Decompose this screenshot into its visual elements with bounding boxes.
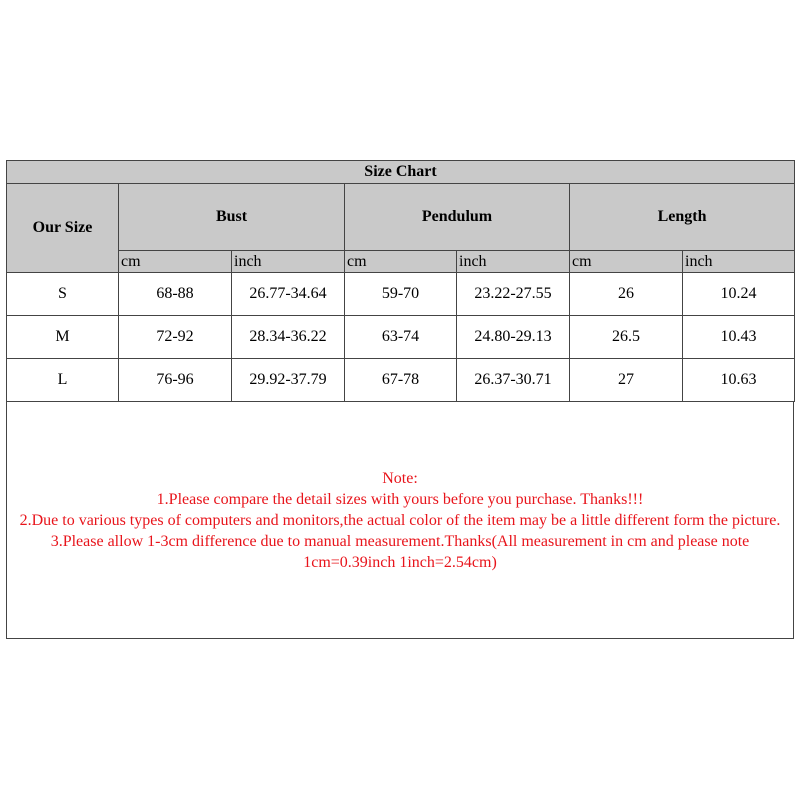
length-header: Length [570,184,795,251]
table-cell: 10.24 [683,273,795,316]
table-cell: 59-70 [345,273,457,316]
bust-header: Bust [119,184,345,251]
table-cell: 63-74 [345,316,457,359]
table-cell: 10.63 [683,359,795,402]
size-chart-table [6,160,795,402]
note-line: 2.Due to various types of computers and monitors,the actual color of the item may be a little different form the picture. [19,511,781,529]
table-cell: 26.37-30.71 [457,359,570,402]
unit-label: inch [232,251,345,273]
unit-label: inch [683,251,795,273]
unit-label: cm [570,251,683,273]
table-cell: 76-96 [119,359,232,402]
table-cell: 28.34-36.22 [232,316,345,359]
note-line: 1.Please compare the detail sizes with yours before you purchase. Thanks!!! [156,490,644,508]
size-chart [6,160,794,639]
table-cell: 27 [570,359,683,402]
table-cell: 26 [570,273,683,316]
chart-title: Size Chart [7,161,795,184]
pendulum-header: Pendulum [345,184,570,251]
table-cell: 72-92 [119,316,232,359]
table-cell: 10.43 [683,316,795,359]
notes-section [6,402,794,639]
table-cell: 26.77-34.64 [232,273,345,316]
table-row [7,273,795,316]
table-cell: 68-88 [119,273,232,316]
table-cell: 29.92-37.79 [232,359,345,402]
table-cell: 24.80-29.13 [457,316,570,359]
unit-label: cm [119,251,232,273]
size-label: L [7,359,119,402]
table-cell: 67-78 [345,359,457,402]
table-row [7,316,795,359]
our-size-header: Our Size [7,184,119,273]
size-label: S [7,273,119,316]
table-cell: 26.5 [570,316,683,359]
unit-label: cm [345,251,457,273]
size-label: M [7,316,119,359]
unit-label: inch [457,251,570,273]
note-heading: Note: [382,469,418,487]
table-row [7,359,795,402]
note-line: 3.Please allow 1-3cm difference due to manual measurement.Thanks(All measurement in cm and please note 1cm=0.39inch 1inch=2.54cm) [50,532,750,571]
table-cell: 23.22-27.55 [457,273,570,316]
